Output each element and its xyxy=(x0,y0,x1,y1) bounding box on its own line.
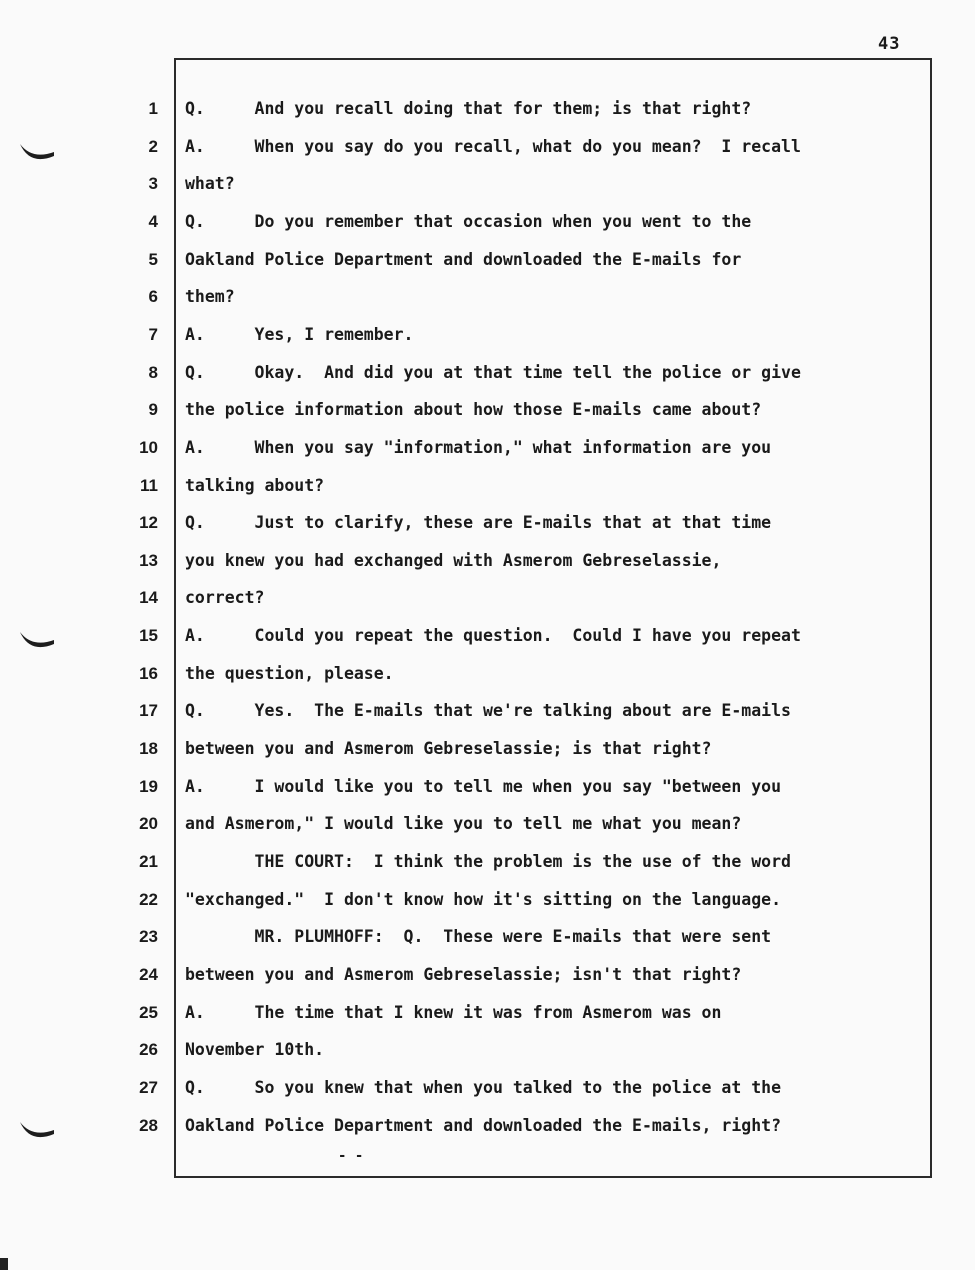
line-number: 25 xyxy=(139,1003,158,1022)
transcript-line: the question, please. xyxy=(185,664,394,683)
line-number: 6 xyxy=(148,287,158,306)
transcript-line: THE COURT: I think the problem is the use of the word xyxy=(185,852,791,871)
line-number: 3 xyxy=(148,174,158,193)
line-number: 22 xyxy=(139,890,158,909)
transcript-line: them? xyxy=(185,287,235,306)
line-number: 14 xyxy=(139,588,158,607)
binder-hole-icon xyxy=(18,628,56,650)
footer-mark: - - xyxy=(338,1148,364,1164)
line-number: 8 xyxy=(148,363,158,382)
line-number: 11 xyxy=(140,476,158,495)
transcript-line: A. When you say "information," what information are you xyxy=(185,438,772,457)
transcript-line: Q. Yes. The E-mails that we're talking about are E-mails xyxy=(185,701,791,720)
transcript-line: A. Could you repeat the question. Could I have you repeat xyxy=(185,626,801,645)
transcript-line: Oakland Police Department and downloaded the E-mails, right? xyxy=(185,1116,782,1135)
line-number: 26 xyxy=(139,1040,158,1059)
transcript-line: what? xyxy=(185,174,235,193)
line-number: 2 xyxy=(148,137,158,156)
transcript-line: Q. And you recall doing that for them; is that right? xyxy=(185,99,752,118)
binder-hole-icon xyxy=(18,140,56,162)
transcript-line: A. I would like you to tell me when you say "between you xyxy=(185,777,782,796)
line-number: 7 xyxy=(148,325,158,344)
page-number: 43 xyxy=(878,34,901,54)
line-number: 20 xyxy=(139,814,158,833)
line-number: 19 xyxy=(139,777,158,796)
transcript-line: and Asmerom," I would like you to tell me what you mean? xyxy=(185,814,742,833)
transcript-line: "exchanged." I don't know how it's sitting on the language. xyxy=(185,890,782,909)
transcript-line: Q. Okay. And did you at that time tell the police or give xyxy=(185,363,801,382)
line-number: 16 xyxy=(139,664,158,683)
line-number: 18 xyxy=(139,739,158,758)
line-number: 17 xyxy=(139,701,158,720)
transcript-line: Q. Do you remember that occasion when you went to the xyxy=(185,212,752,231)
transcript-line: A. The time that I knew it was from Asmerom was on xyxy=(185,1003,722,1022)
line-number: 21 xyxy=(139,852,158,871)
transcript-line: between you and Asmerom Gebreselassie; isn't that right? xyxy=(185,965,742,984)
transcript-line: MR. PLUMHOFF: Q. These were E-mails that were sent xyxy=(185,927,772,946)
line-number: 28 xyxy=(139,1116,158,1135)
transcript-line: you knew you had exchanged with Asmerom Gebreselassie, xyxy=(185,551,722,570)
line-number: 10 xyxy=(139,438,158,457)
transcript-line: A. Yes, I remember. xyxy=(185,325,414,344)
line-number: 9 xyxy=(148,400,158,419)
transcript-line: Q. Just to clarify, these are E-mails that at that time xyxy=(185,513,772,532)
line-number: 23 xyxy=(139,927,158,946)
transcript-line: between you and Asmerom Gebreselassie; is that right? xyxy=(185,739,712,758)
transcript-line: correct? xyxy=(185,588,265,607)
line-number: 4 xyxy=(148,212,158,231)
transcript-line: the police information about how those E-mails came about? xyxy=(185,400,762,419)
line-number: 13 xyxy=(139,551,158,570)
transcript-line: Oakland Police Department and downloaded the E-mails for xyxy=(185,250,742,269)
transcript-line: November 10th. xyxy=(185,1040,325,1059)
line-number: 5 xyxy=(148,250,158,269)
line-number: 15 xyxy=(139,626,158,645)
transcript-line: Q. So you knew that when you talked to the police at the xyxy=(185,1078,782,1097)
transcript-line: A. When you say do you recall, what do you mean? I recall xyxy=(185,137,801,156)
line-number: 1 xyxy=(148,99,158,118)
line-number: 12 xyxy=(139,513,158,532)
binder-hole-icon xyxy=(18,1118,56,1140)
line-number: 24 xyxy=(139,965,158,984)
scan-edge-mark xyxy=(0,1258,8,1270)
line-number: 27 xyxy=(139,1078,158,1097)
transcript-line: talking about? xyxy=(185,476,325,495)
